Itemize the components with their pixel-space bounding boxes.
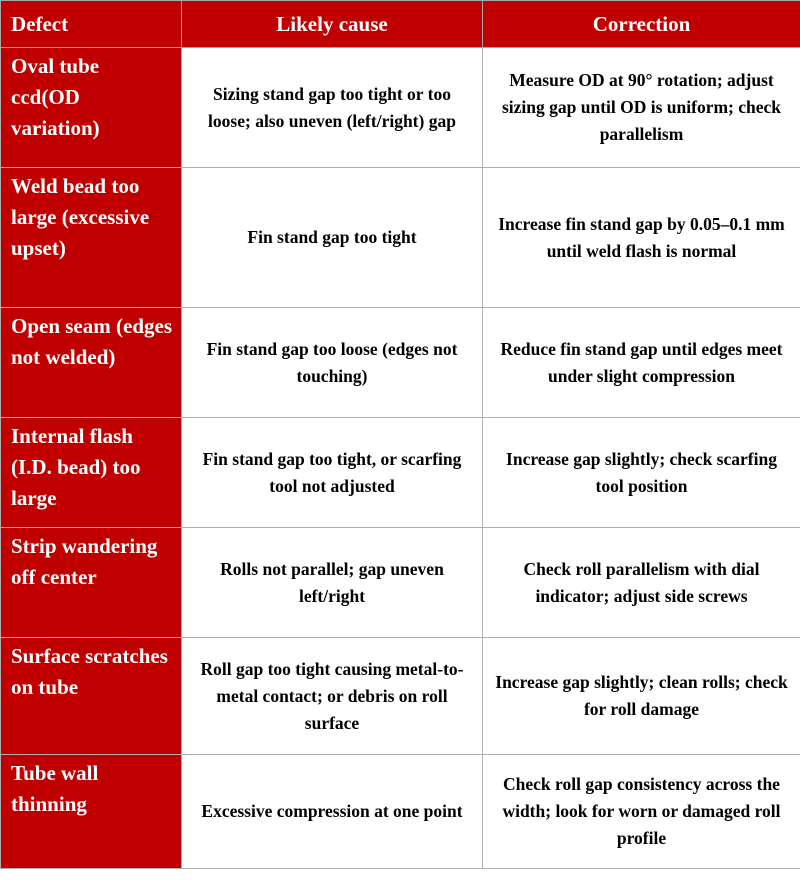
cause-cell: Sizing stand gap too tight or too loose; also uneven (left/right) gap [182,48,483,168]
table-row [1,308,800,418]
correction-cell: Increase gap slightly; check scarfing tool position [483,418,800,528]
defect-cell: Open seam (edges not welded) [1,308,182,418]
column-header-likely-cause: Likely cause [182,1,483,48]
table-row [1,168,800,308]
defect-cell: Strip wandering off center [1,528,182,638]
table-row [1,418,800,528]
cause-cell: Fin stand gap too tight, or scarfing tool not adjusted [182,418,483,528]
table-row [1,48,800,168]
table-header-row [1,1,800,48]
defect-cell: Internal flash (I.D. bead) too large [1,418,182,528]
table-row [1,638,800,755]
correction-cell: Reduce fin stand gap until edges meet under slight compression [483,308,800,418]
correction-cell: Check roll parallelism with dial indicator; adjust side screws [483,528,800,638]
table-row [1,755,800,869]
column-header-defect: Defect [1,1,182,48]
cause-cell: Roll gap too tight causing metal-to-metal contact; or debris on roll surface [182,638,483,755]
cause-cell: Fin stand gap too tight [182,168,483,308]
correction-cell: Measure OD at 90° rotation; adjust sizing gap until OD is uniform; check parallelism [483,48,800,168]
correction-cell: Check roll gap consistency across the width; look for worn or damaged roll profile [483,755,800,869]
defect-cell: Oval tube ccd(OD variation) [1,48,182,168]
table-row [1,528,800,638]
correction-cell: Increase gap slightly; clean rolls; check for roll damage [483,638,800,755]
correction-cell: Increase fin stand gap by 0.05–0.1 mm until weld flash is normal [483,168,800,308]
cause-cell: Excessive compression at one point [182,755,483,869]
defect-cell: Weld bead too large (excessive upset) [1,168,182,308]
column-header-correction: Correction [483,1,800,48]
defect-cell: Surface scratches on tube [1,638,182,755]
cause-cell: Fin stand gap too loose (edges not touching) [182,308,483,418]
defect-cell: Tube wall thinning [1,755,182,869]
cause-cell: Rolls not parallel; gap uneven left/right [182,528,483,638]
